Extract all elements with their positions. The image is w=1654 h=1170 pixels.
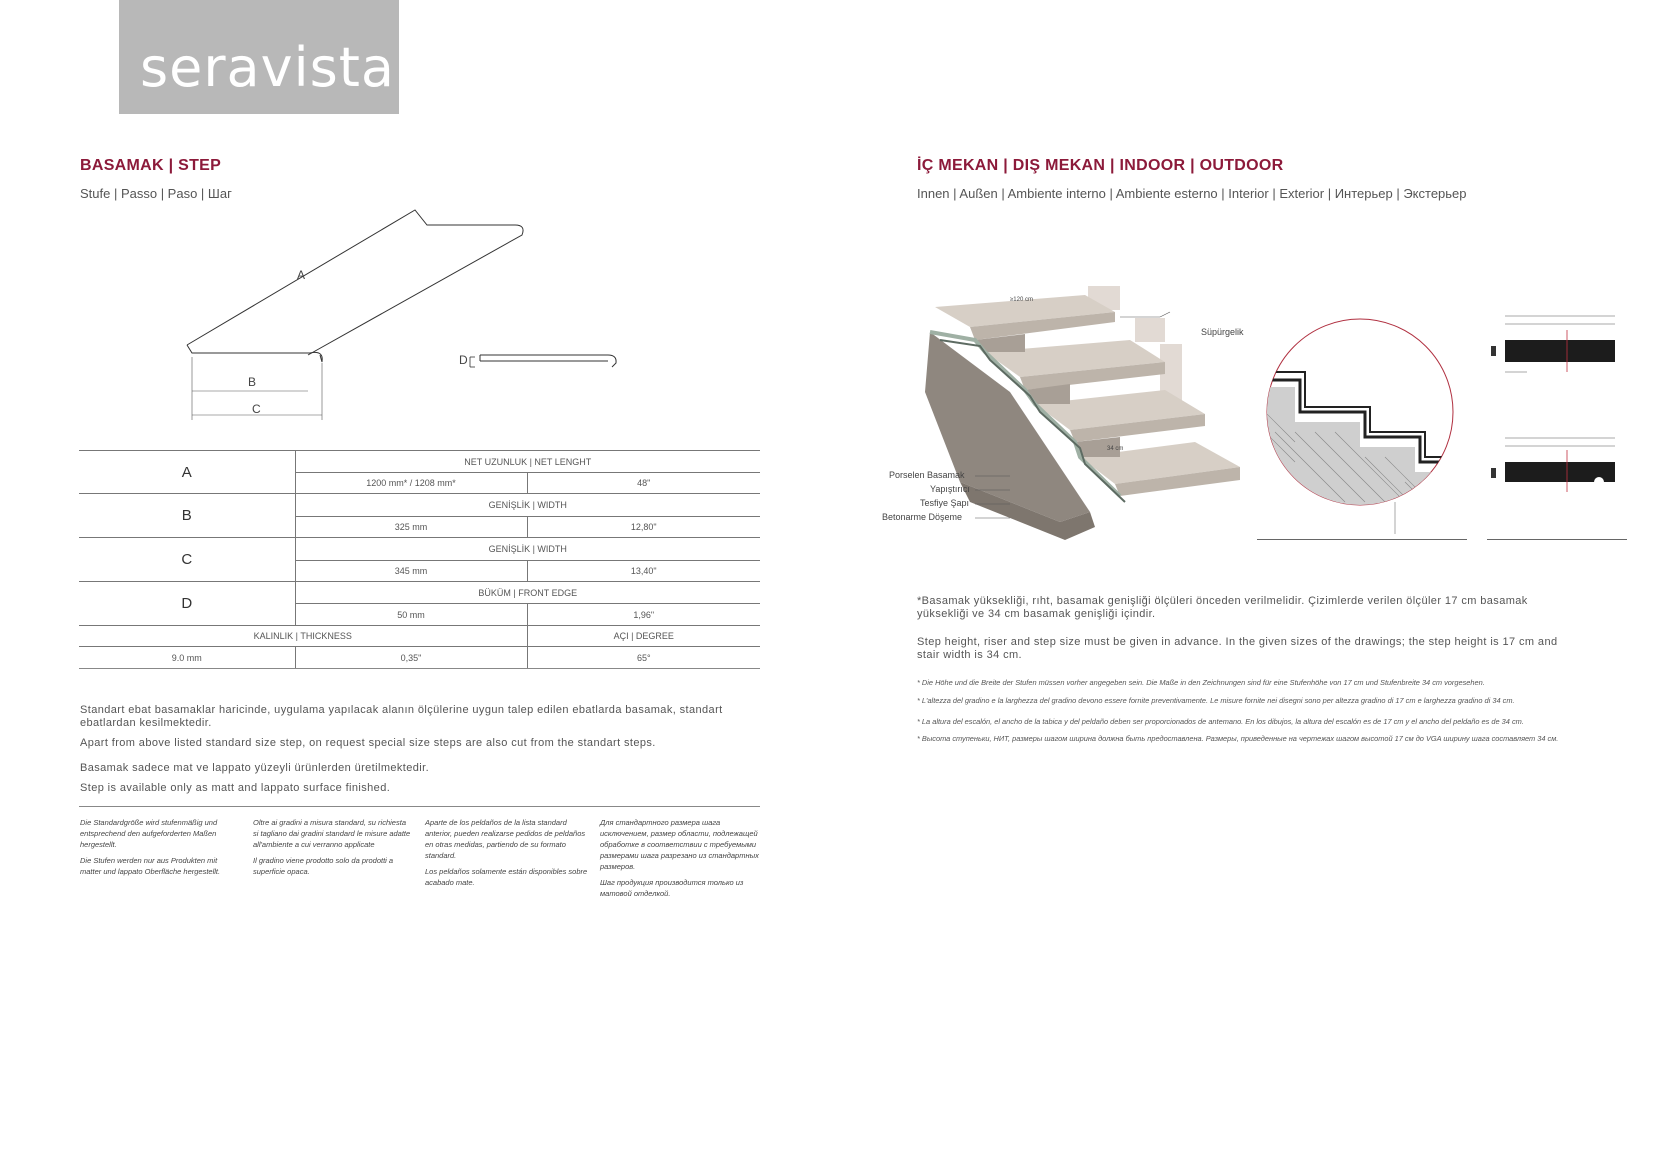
logo: seravista (140, 36, 396, 99)
row-label-a: A (79, 451, 295, 494)
note-it: * L'altezza del gradino e la larghezza del gradino devono essere fornite preventivamente. Le misure fornite nei disegni sono per altezza gradino di 17 cm e larghezza gradino di 34 cm. (917, 696, 1515, 705)
label-adhesive: Yapıştırıcı (930, 484, 970, 494)
note-es: * La altura del escalón, el ancho de la tabica y del peldaño deben ser proporcionados de antemano. En los dibujos, la altura del escalón es de 17 cm y el ancho del peldaño es de 34 cm. (917, 717, 1524, 726)
row-value-in: 13,40" (527, 561, 760, 582)
paragraph-en-size: Apart from above listed standard size step, on request special size steps are also cut from the standart steps. (80, 737, 656, 749)
left-section-subtitle: Stufe | Passo | Paso | Шаг (80, 186, 232, 201)
degree-header: AÇI | DEGREE (527, 626, 760, 647)
paragraph-tr-size: Standart ebat basamaklar haricinde, uygulama yapılacak alanın ölçülerine uygun talep edilen ebatlarda basamak, standart ebatlardan kesilmektedir. (80, 704, 723, 729)
diagram-label-c: C (252, 402, 261, 416)
row-header-a: NET UZUNLUK | NET LENGHT (295, 451, 760, 473)
row-value-mm: 325 mm (295, 517, 527, 538)
label-screed: Tesfiye Şapı (920, 498, 970, 508)
row-label-b: B (79, 494, 295, 538)
label-skirting: Süpürgelik (1201, 327, 1244, 337)
right-section-title: İÇ MEKAN | DIŞ MEKAN | INDOOR | OUTDOOR (917, 157, 1284, 174)
diagram-label-b: B (248, 375, 257, 389)
note-tr: *Basamak yüksekliği, rıht, basamak genişliği ölçüleri önceden verilmelidir. Çizimlerde verilen ölçüler 17 cm basamak yüksekliği ve 34 cm basamak genişliği içindir. (917, 595, 1528, 620)
left-section-title: BASAMAK | STEP (80, 157, 222, 174)
right-section-subtitle: Innen | Außen | Ambiente interno | Ambiente esterno | Interior | Exterior | Интерьер | Экстерьер (917, 186, 1467, 201)
row-value-in: 48" (527, 473, 760, 494)
row-value-mm: 50 mm (295, 604, 527, 626)
dim-depth: 34 cm (1107, 446, 1124, 452)
translation-ru: Для стандартного размера шага исключением, размер области, подлежащей обработке в соответствии с требуемыми размерами шага разрезано из стандартных размеров. Шаг продукция производится только из матовой отделкой. (600, 818, 759, 898)
thickness-mm: 9.0 mm (79, 647, 295, 669)
spec-table (79, 450, 760, 669)
row-header-c: GENİŞLİK | WIDTH (295, 538, 760, 561)
diagram-label-d: D (459, 353, 468, 367)
row-header-d: BÜKÜM | FRONT EDGE (295, 582, 760, 604)
label-leaders (970, 470, 1010, 522)
row-header-b: GENİŞLİK | WIDTH (295, 494, 760, 517)
translation-es: Aparte de los peldaños de la lista standard anterior, pueden realizarse pedidos de peldaños en otras medidas, partiendo de su formato standard. Los peldaños solamente están disponibles sobre acabado mate. (425, 818, 588, 887)
label-concrete-slab: Betonarme Döşeme (882, 512, 963, 522)
thickness-in: 0,35" (295, 647, 527, 669)
paragraph-tr-finish: Basamak sadece mat ve lappato yüzeyli ürünlerden üretilmektedir. (80, 762, 430, 774)
label-porcelain-step: Porselen Basamak (889, 470, 965, 480)
cross-section-detail (1255, 312, 1465, 537)
step-diagram (170, 205, 630, 425)
degree-value: 65° (527, 647, 760, 669)
dim-width: ≥120 cm (1010, 297, 1033, 303)
paragraph-en-finish: Step is available only as matt and lappato surface finished. (80, 782, 391, 794)
row-value-in: 1,96" (527, 604, 760, 626)
row-value-in: 12,80" (527, 517, 760, 538)
note-en: Step height, riser and step size must be given in advance. In the given sizes of the drawings; the step height is 17 cm and stair width is 34 cm. (917, 636, 1558, 661)
note-ru: * Высота ступеньки, НИТ, размеры шагом ширина должна быть предоставлена. Размеры, приведенные на чертежах шагом высотой 17 см до VGA ширину шага составляет 34 см. (917, 734, 1559, 743)
row-value-mm: 345 mm (295, 561, 527, 582)
note-de: * Die Höhe und die Breite der Stufen müssen vorher angegeben sein. Die Maße in den Zeichnungen sind für eine Stufenhöhe von 17 cm und Stufenbreite 34 cm vorgesehen. (917, 678, 1485, 687)
row-label-c: C (79, 538, 295, 582)
row-label-d: D (79, 582, 295, 626)
thickness-header: KALINLIK | THICKNESS (79, 626, 527, 647)
translation-it: Oltre ai gradini a misura standard, su richiesta si tagliano dai gradini standard le misure adatte all'ambiente a cui verranno applicate Il gradino viene prodotto solo da prodotti a superficie opaca. (253, 818, 411, 876)
profile-drawings (1487, 310, 1627, 500)
translation-de: Die Standardgröße wird stufenmäßig und entsprechend den aufgeforderten Maßen hergestellt. Die Stufen werden nur aus Produkten mit matter und lappato Oberfläche hergestellt. (80, 818, 221, 876)
diagram-label-a: A (297, 268, 306, 282)
row-value-mm: 1200 mm* / 1208 mm* (295, 473, 527, 494)
